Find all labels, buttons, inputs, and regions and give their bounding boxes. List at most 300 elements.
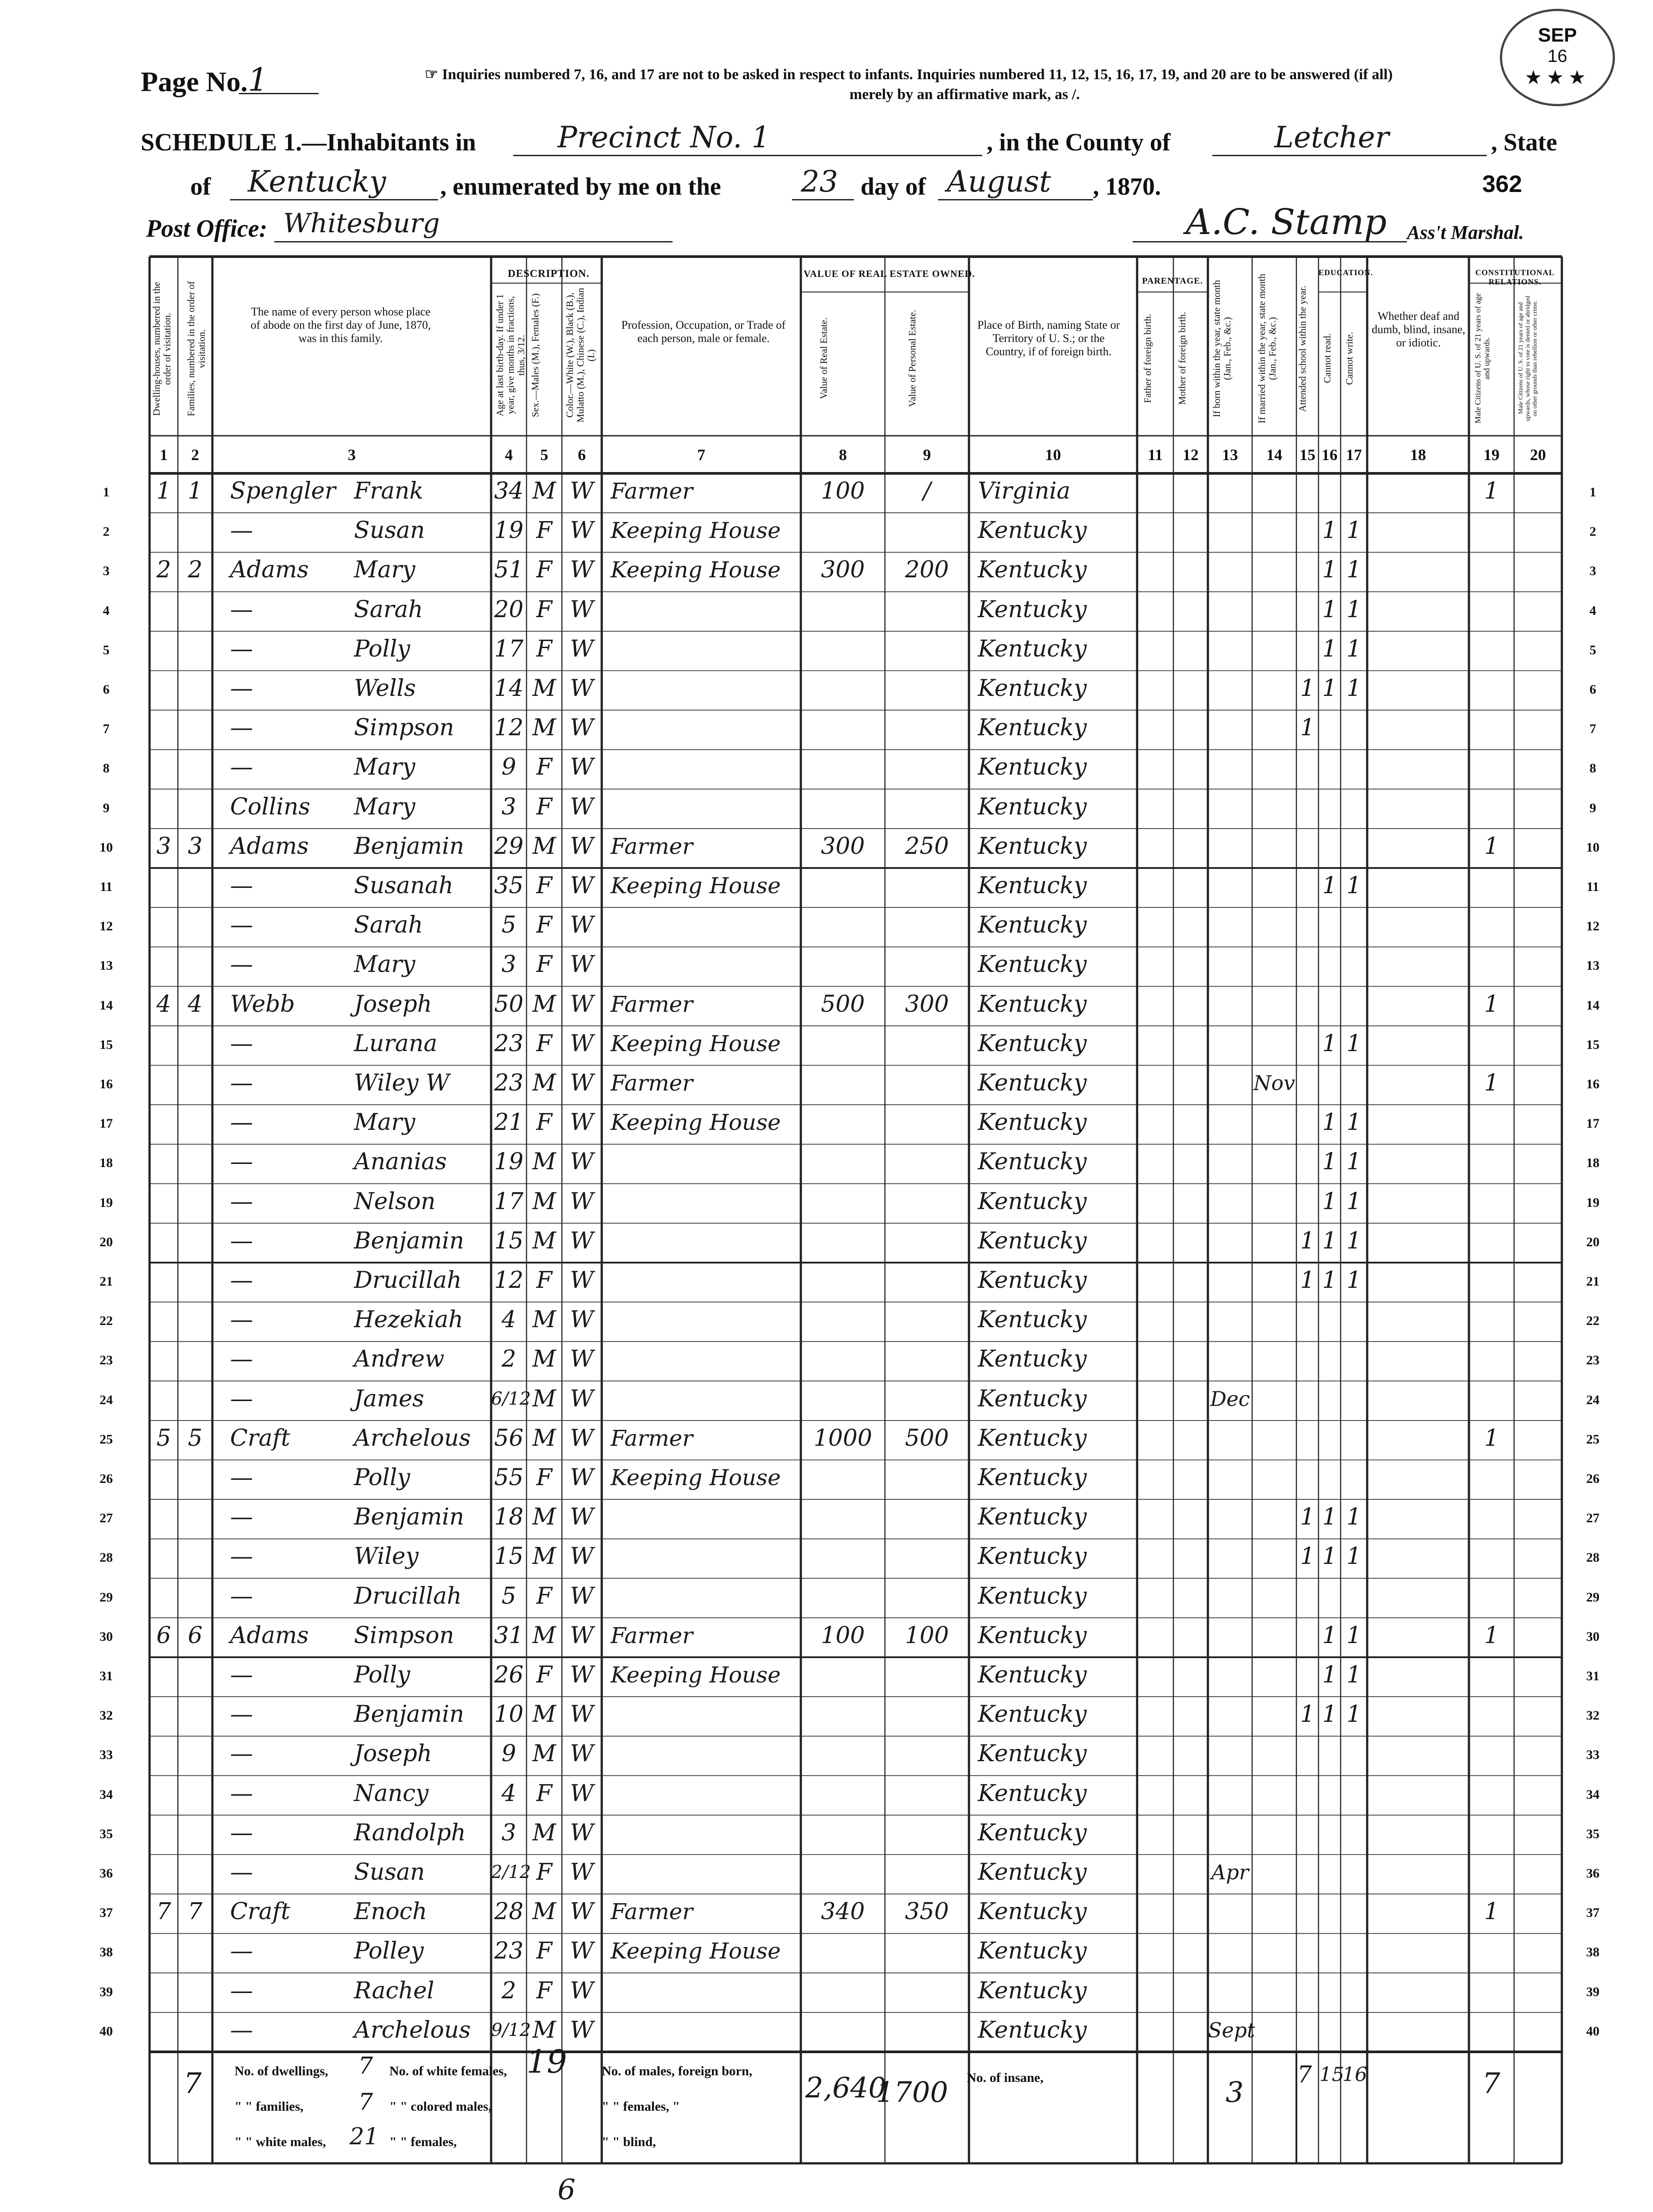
row-number-right: 37 <box>1586 1905 1599 1920</box>
color: W <box>570 675 594 702</box>
birthplace: Kentucky <box>978 1109 1087 1136</box>
color: W <box>570 714 594 741</box>
sex: M <box>532 2016 556 2043</box>
row-number-right: 20 <box>1586 1234 1599 1249</box>
cannot-read-mark: 1 <box>1322 1267 1337 1294</box>
row-number-left: 2 <box>103 524 110 539</box>
surname: — <box>230 1543 253 1570</box>
row-number-left: 27 <box>100 1511 113 1526</box>
column-number: 12 <box>1183 446 1199 464</box>
family-number: 3 <box>188 833 203 860</box>
surname: — <box>230 1385 253 1412</box>
given-name: Joseph <box>354 991 432 1018</box>
group-description: DESCRIPTION. <box>507 268 590 280</box>
color: W <box>570 1306 594 1333</box>
row-number-right: 25 <box>1586 1432 1599 1447</box>
cannot-write-mark: 1 <box>1346 1267 1361 1294</box>
sex: M <box>532 1543 556 1570</box>
born-in-year-month: Apr <box>1211 1860 1249 1884</box>
color: W <box>570 1188 594 1215</box>
cannot-write-mark: 1 <box>1346 635 1361 662</box>
footer-white-females-label: No. of white females, <box>389 2064 507 2078</box>
birthplace: Kentucky <box>978 912 1087 939</box>
birthplace: Kentucky <box>978 1070 1087 1096</box>
age: 14 <box>494 675 524 702</box>
surname: — <box>230 1740 253 1767</box>
row-number-right: 4 <box>1589 603 1596 618</box>
cannot-write-mark: 1 <box>1346 1030 1361 1057</box>
given-name: Wells <box>354 675 416 702</box>
birthplace: Kentucky <box>978 833 1087 860</box>
born-in-year-month: Dec <box>1210 1386 1250 1411</box>
sex: F <box>536 1582 553 1609</box>
male-citizen-mark: 1 <box>1484 1898 1499 1925</box>
birthplace: Kentucky <box>978 1898 1087 1925</box>
cannot-read-mark: 1 <box>1322 872 1337 899</box>
sex: M <box>532 1346 556 1373</box>
column-number: 5 <box>540 446 548 464</box>
row-number-left: 15 <box>100 1037 113 1052</box>
given-name: Archelous <box>354 2016 471 2043</box>
row-number-right: 14 <box>1586 998 1599 1013</box>
sex: M <box>532 1819 556 1846</box>
attended-school-mark: 1 <box>1300 1504 1315 1531</box>
sex: M <box>532 675 556 702</box>
color: W <box>570 596 594 623</box>
surname: — <box>230 754 253 781</box>
color: W <box>570 951 594 978</box>
footer-blind-label: " " blind, <box>602 2135 656 2149</box>
male-citizen-mark: 1 <box>1484 1425 1499 1452</box>
family-number: 2 <box>188 557 203 584</box>
row-number-left: 36 <box>100 1866 113 1881</box>
sex: M <box>532 833 556 860</box>
column-number: 15 <box>1299 446 1315 464</box>
sheet-stamp-number: 362 <box>1482 171 1522 197</box>
birthplace: Kentucky <box>978 754 1087 781</box>
col-header-cannot-write: Cannot write. <box>1344 332 1355 385</box>
row-number-left: 22 <box>100 1313 113 1329</box>
row-number-right: 2 <box>1589 524 1596 539</box>
footer-colored-males-label: " " colored males, <box>389 2099 492 2114</box>
col-header-school: Attended school within the year. <box>1297 285 1308 412</box>
cannot-read-mark: 1 <box>1322 635 1337 662</box>
color: W <box>570 1148 594 1175</box>
dwelling-number: 1 <box>156 478 171 504</box>
cannot-write-mark: 1 <box>1346 1622 1361 1649</box>
given-name: Benjamin <box>354 1227 465 1254</box>
age: 3 <box>501 951 516 978</box>
given-name: Andrew <box>354 1346 445 1373</box>
instruction-note-1: ☞ Inquiries numbered 7, 16, and 17 are not to be asked in respect to infants. Inquiries numbered 11, 12, 15, 16, 17, 19, and 20 are to be answered (if all) <box>425 66 1393 83</box>
birthplace: Kentucky <box>978 2016 1087 2043</box>
dwelling-number: 2 <box>156 557 171 584</box>
color: W <box>570 1662 594 1688</box>
family-number: 1 <box>188 478 203 504</box>
given-name: Randolph <box>354 1819 466 1846</box>
given-name: Hezekiah <box>354 1306 463 1333</box>
cannot-write-mark: 1 <box>1346 1662 1361 1688</box>
personal-estate-value: 350 <box>905 1898 949 1925</box>
col-header-born-in-year: If born within the year, state month (Jan., Feb., &c.) <box>1211 280 1233 418</box>
given-name: Mary <box>354 793 415 820</box>
given-name: Susan <box>354 517 425 544</box>
group-value: VALUE OF REAL ESTATE OWNED. <box>803 268 975 279</box>
cannot-read-mark: 1 <box>1322 1543 1337 1570</box>
footer-insane-label: No. of insane, <box>967 2070 1044 2085</box>
footer-white-males-label: " " white males, <box>234 2135 326 2149</box>
row-number-right: 39 <box>1586 1984 1599 1999</box>
footer-families-value: 7 <box>358 2089 373 2116</box>
row-number-right: 10 <box>1586 840 1599 855</box>
row-number-left: 13 <box>100 958 113 973</box>
row-number-right: 28 <box>1586 1550 1599 1565</box>
surname: — <box>230 596 253 623</box>
cannot-read-mark: 1 <box>1322 1504 1337 1531</box>
row-number-left: 5 <box>103 642 110 657</box>
surname: — <box>230 1464 253 1491</box>
color: W <box>570 1780 594 1807</box>
age: 5 <box>501 912 516 939</box>
birthplace: Kentucky <box>978 872 1087 899</box>
cannot-write-mark: 1 <box>1346 1188 1361 1215</box>
male-citizen-mark: 1 <box>1484 478 1499 504</box>
given-name: Wiley <box>354 1543 419 1570</box>
given-name: Sarah <box>354 912 423 939</box>
surname: — <box>230 714 253 741</box>
footer-foreign-females-label: " " females, " <box>602 2099 680 2114</box>
col-header-male-citizens: Male Citizens of U. S. of 21 years of age and upwards. <box>1473 293 1491 424</box>
sex: F <box>536 754 553 781</box>
sex: F <box>536 635 553 662</box>
given-name: James <box>354 1385 424 1412</box>
row-number-left: 9 <box>103 800 110 815</box>
surname: — <box>230 1819 253 1846</box>
surname: — <box>230 1977 253 2004</box>
column-number: 17 <box>1346 446 1362 464</box>
row-number-left: 3 <box>103 564 110 579</box>
age: 9/12 <box>491 2020 531 2040</box>
row-number-left: 1 <box>103 485 110 499</box>
given-name: Drucillah <box>354 1267 462 1294</box>
given-name: Archelous <box>354 1425 471 1452</box>
color: W <box>570 517 594 544</box>
cannot-read-mark: 1 <box>1322 1662 1337 1688</box>
row-number-right: 8 <box>1589 761 1596 776</box>
row-number-right: 12 <box>1586 919 1599 934</box>
birthplace: Kentucky <box>978 1819 1087 1846</box>
age: 3 <box>501 793 516 820</box>
pointing-hand-icon: ☞ <box>425 66 442 83</box>
occupation: Farmer <box>611 1070 693 1096</box>
birthplace: Kentucky <box>978 1464 1087 1491</box>
attended-school-mark: 1 <box>1300 1267 1315 1294</box>
sex: M <box>532 1070 556 1096</box>
col-header-mother-foreign: Mother of foreign birth. <box>1176 311 1188 405</box>
given-name: Sarah <box>354 596 423 623</box>
age: 31 <box>494 1622 524 1649</box>
post-office-value: Whitesburg <box>283 208 440 239</box>
color: W <box>570 872 594 899</box>
column-number: 14 <box>1266 446 1282 464</box>
given-name: Nancy <box>354 1780 429 1807</box>
sex: F <box>536 517 553 544</box>
cannot-read-mark: 1 <box>1322 1030 1337 1057</box>
occupation: Keeping House <box>611 1110 781 1136</box>
row-number-right: 26 <box>1586 1471 1599 1486</box>
birthplace: Kentucky <box>978 1977 1087 2004</box>
row-number-left: 37 <box>100 1905 113 1920</box>
family-number: 6 <box>188 1622 203 1649</box>
row-number-left: 21 <box>100 1274 113 1289</box>
cannot-write-mark: 1 <box>1346 596 1361 623</box>
surname: — <box>230 675 253 702</box>
age: 9 <box>501 1740 516 1767</box>
occupation: Keeping House <box>611 1938 781 1964</box>
row-number-right: 36 <box>1586 1866 1599 1881</box>
county-value: Letcher <box>1274 120 1389 154</box>
attended-school-mark: 1 <box>1300 1227 1315 1254</box>
schedule-label: SCHEDULE 1.—Inhabitants in <box>141 129 476 156</box>
row-number-right: 29 <box>1586 1590 1599 1605</box>
family-number: 7 <box>188 1898 203 1925</box>
state-label: , State <box>1491 129 1557 156</box>
personal-estate-value: / <box>923 478 931 504</box>
marshal-signature: A.C. Stamp <box>1186 201 1387 242</box>
surname: — <box>230 1780 253 1807</box>
age: 20 <box>494 596 524 623</box>
cannot-read-mark: 1 <box>1322 1148 1337 1175</box>
row-number-right: 18 <box>1586 1156 1599 1171</box>
birthplace: Kentucky <box>978 1267 1087 1294</box>
footer-colored-females-label: " " females, <box>389 2135 457 2149</box>
column-number: 4 <box>505 446 513 464</box>
col-header-personal-estate: Value of Personal Estate. <box>907 310 918 407</box>
row-number-left: 31 <box>100 1669 113 1683</box>
color: W <box>570 754 594 781</box>
real-estate-value: 300 <box>821 557 865 584</box>
row-number-right: 15 <box>1586 1037 1599 1052</box>
row-number-right: 31 <box>1586 1669 1599 1683</box>
footer-personal-estate-total: 1700 <box>876 2076 948 2109</box>
attended-school-mark: 1 <box>1300 1543 1315 1570</box>
cannot-write-mark: 1 <box>1346 1504 1361 1531</box>
row-number-left: 10 <box>100 840 113 855</box>
birthplace: Kentucky <box>978 1148 1087 1175</box>
color: W <box>570 557 594 584</box>
state-value: Kentucky <box>248 165 386 199</box>
age: 51 <box>494 557 524 584</box>
age: 23 <box>494 1070 524 1096</box>
color: W <box>570 991 594 1018</box>
color: W <box>570 1385 594 1412</box>
sex: M <box>532 1425 556 1452</box>
birthplace: Kentucky <box>978 714 1087 741</box>
row-number-right: 33 <box>1586 1747 1599 1763</box>
sex: F <box>536 912 553 939</box>
age: 19 <box>494 517 524 544</box>
instruction-note-2: merely by an affirmative mark, as /. <box>850 86 1080 103</box>
row-number-left: 23 <box>100 1353 113 1368</box>
given-name: Benjamin <box>354 833 465 860</box>
birthplace: Kentucky <box>978 1662 1087 1688</box>
sex: F <box>536 1938 553 1965</box>
color: W <box>570 1622 594 1649</box>
column-number: 2 <box>191 446 199 464</box>
row-number-left: 7 <box>103 722 110 737</box>
birthplace: Kentucky <box>978 1188 1087 1215</box>
surname: — <box>230 1701 253 1728</box>
color: W <box>570 793 594 820</box>
occupation: Keeping House <box>611 518 781 544</box>
color: W <box>570 1267 594 1294</box>
birthplace: Kentucky <box>978 951 1087 978</box>
col-header-married-in-year: If married within the year, state month (Jan., Feb., &c.) <box>1256 273 1278 424</box>
sex: M <box>532 1148 556 1175</box>
footer-families-label: " " families, <box>234 2099 304 2114</box>
dwelling-number: 5 <box>156 1425 171 1452</box>
age: 21 <box>494 1109 524 1136</box>
row-number-left: 33 <box>100 1747 113 1763</box>
age: 2 <box>501 1346 516 1373</box>
occupation: Keeping House <box>611 557 781 583</box>
row-number-right: 24 <box>1586 1392 1599 1407</box>
footer-write-total: 16 <box>1342 2063 1367 2086</box>
given-name: Polly <box>354 1662 410 1688</box>
surname: — <box>230 872 253 899</box>
surname: Adams <box>230 1622 309 1649</box>
row-number-right: 11 <box>1586 879 1599 894</box>
surname: — <box>230 1582 253 1609</box>
color: W <box>570 833 594 860</box>
male-citizen-mark: 1 <box>1484 991 1499 1018</box>
row-number-left: 26 <box>100 1471 113 1486</box>
row-number-right: 30 <box>1586 1629 1599 1644</box>
row-number-right: 23 <box>1586 1353 1599 1368</box>
surname: — <box>230 1109 253 1136</box>
row-number-left: 35 <box>100 1826 113 1841</box>
age: 3 <box>501 1819 516 1846</box>
surname: Craft <box>230 1425 290 1452</box>
birthplace: Kentucky <box>978 991 1087 1018</box>
column-number: 9 <box>923 446 931 464</box>
precinct-value: Precinct No. 1 <box>557 120 770 154</box>
row-number-left: 4 <box>103 603 110 618</box>
column-number: 19 <box>1484 446 1499 464</box>
sex: F <box>536 1109 553 1136</box>
surname: — <box>230 1504 253 1531</box>
footer-born-total: 3 <box>1226 2076 1244 2109</box>
age: 15 <box>494 1543 524 1570</box>
row-number-left: 17 <box>100 1116 113 1131</box>
column-number: 10 <box>1045 446 1061 464</box>
footer-family-total: 7 <box>184 2067 202 2100</box>
birthplace: Kentucky <box>978 1306 1087 1333</box>
column-number: 7 <box>697 446 705 464</box>
color: W <box>570 2016 594 2043</box>
age: 23 <box>494 1938 524 1965</box>
dwelling-number: 4 <box>156 991 171 1018</box>
surname: — <box>230 1227 253 1254</box>
surname: — <box>230 1188 253 1215</box>
sex: M <box>532 1740 556 1767</box>
sex: M <box>532 714 556 741</box>
given-name: Lurana <box>354 1030 438 1057</box>
male-citizen-mark: 1 <box>1484 1622 1499 1649</box>
column-number: 18 <box>1410 446 1426 464</box>
dwelling-number: 6 <box>156 1622 171 1649</box>
row-number-left: 18 <box>100 1156 113 1171</box>
sex: F <box>536 872 553 899</box>
day-of-label: day of <box>861 173 926 200</box>
cannot-read-mark: 1 <box>1322 1622 1337 1649</box>
day-value: 23 <box>801 165 838 199</box>
given-name: Simpson <box>354 714 454 741</box>
cannot-write-mark: 1 <box>1346 1227 1361 1254</box>
row-number-left: 24 <box>100 1392 113 1407</box>
sex: M <box>532 1701 556 1728</box>
given-name: Benjamin <box>354 1701 465 1728</box>
dwelling-number: 7 <box>156 1898 171 1925</box>
surname: — <box>230 1070 253 1096</box>
birthplace: Kentucky <box>978 1543 1087 1570</box>
column-number: 13 <box>1222 446 1238 464</box>
sex: F <box>536 951 553 978</box>
birthplace: Kentucky <box>978 1582 1087 1609</box>
family-number: 4 <box>188 991 203 1018</box>
sex: F <box>536 1859 553 1886</box>
row-number-right: 6 <box>1589 682 1596 697</box>
bottom-mark: 6 <box>557 2174 576 2206</box>
occupation: Keeping House <box>611 1662 781 1688</box>
row-number-right: 5 <box>1589 642 1596 657</box>
county-label: , in the County of <box>987 129 1171 156</box>
row-number-right: 40 <box>1586 2024 1599 2039</box>
age: 56 <box>494 1425 524 1452</box>
age: 55 <box>494 1464 524 1491</box>
row-number-right: 27 <box>1586 1511 1599 1526</box>
post-office-label: Post Office: <box>146 215 268 242</box>
real-estate-value: 500 <box>821 991 865 1018</box>
page-label: Page No. <box>141 66 248 97</box>
birthplace: Kentucky <box>978 1346 1087 1373</box>
birthplace: Kentucky <box>978 1030 1087 1057</box>
cannot-read-mark: 1 <box>1322 1227 1337 1254</box>
surname: — <box>230 1148 253 1175</box>
age: 23 <box>494 1030 524 1057</box>
given-name: Mary <box>354 557 415 584</box>
color: W <box>570 1109 594 1136</box>
surname: — <box>230 1267 253 1294</box>
sex: M <box>532 1385 556 1412</box>
color: W <box>570 1346 594 1373</box>
sex: F <box>536 1662 553 1688</box>
cannot-write-mark: 1 <box>1346 557 1361 584</box>
age: 35 <box>494 872 524 899</box>
cannot-read-mark: 1 <box>1322 517 1337 544</box>
occupation: Farmer <box>611 1425 693 1451</box>
given-name: Rachel <box>354 1977 434 2004</box>
birthplace: Kentucky <box>978 1227 1087 1254</box>
surname: Craft <box>230 1898 290 1925</box>
given-name: Benjamin <box>354 1504 465 1531</box>
sex: M <box>532 991 556 1018</box>
enumerated-label: , enumerated by me on the <box>440 173 721 200</box>
age: 28 <box>494 1898 524 1925</box>
footer-foreign-males-label: No. of males, foreign born, <box>602 2064 753 2078</box>
group-parentage: PARENTAGE. <box>1142 276 1203 286</box>
footer-white-males-value: 21 <box>350 2124 379 2150</box>
